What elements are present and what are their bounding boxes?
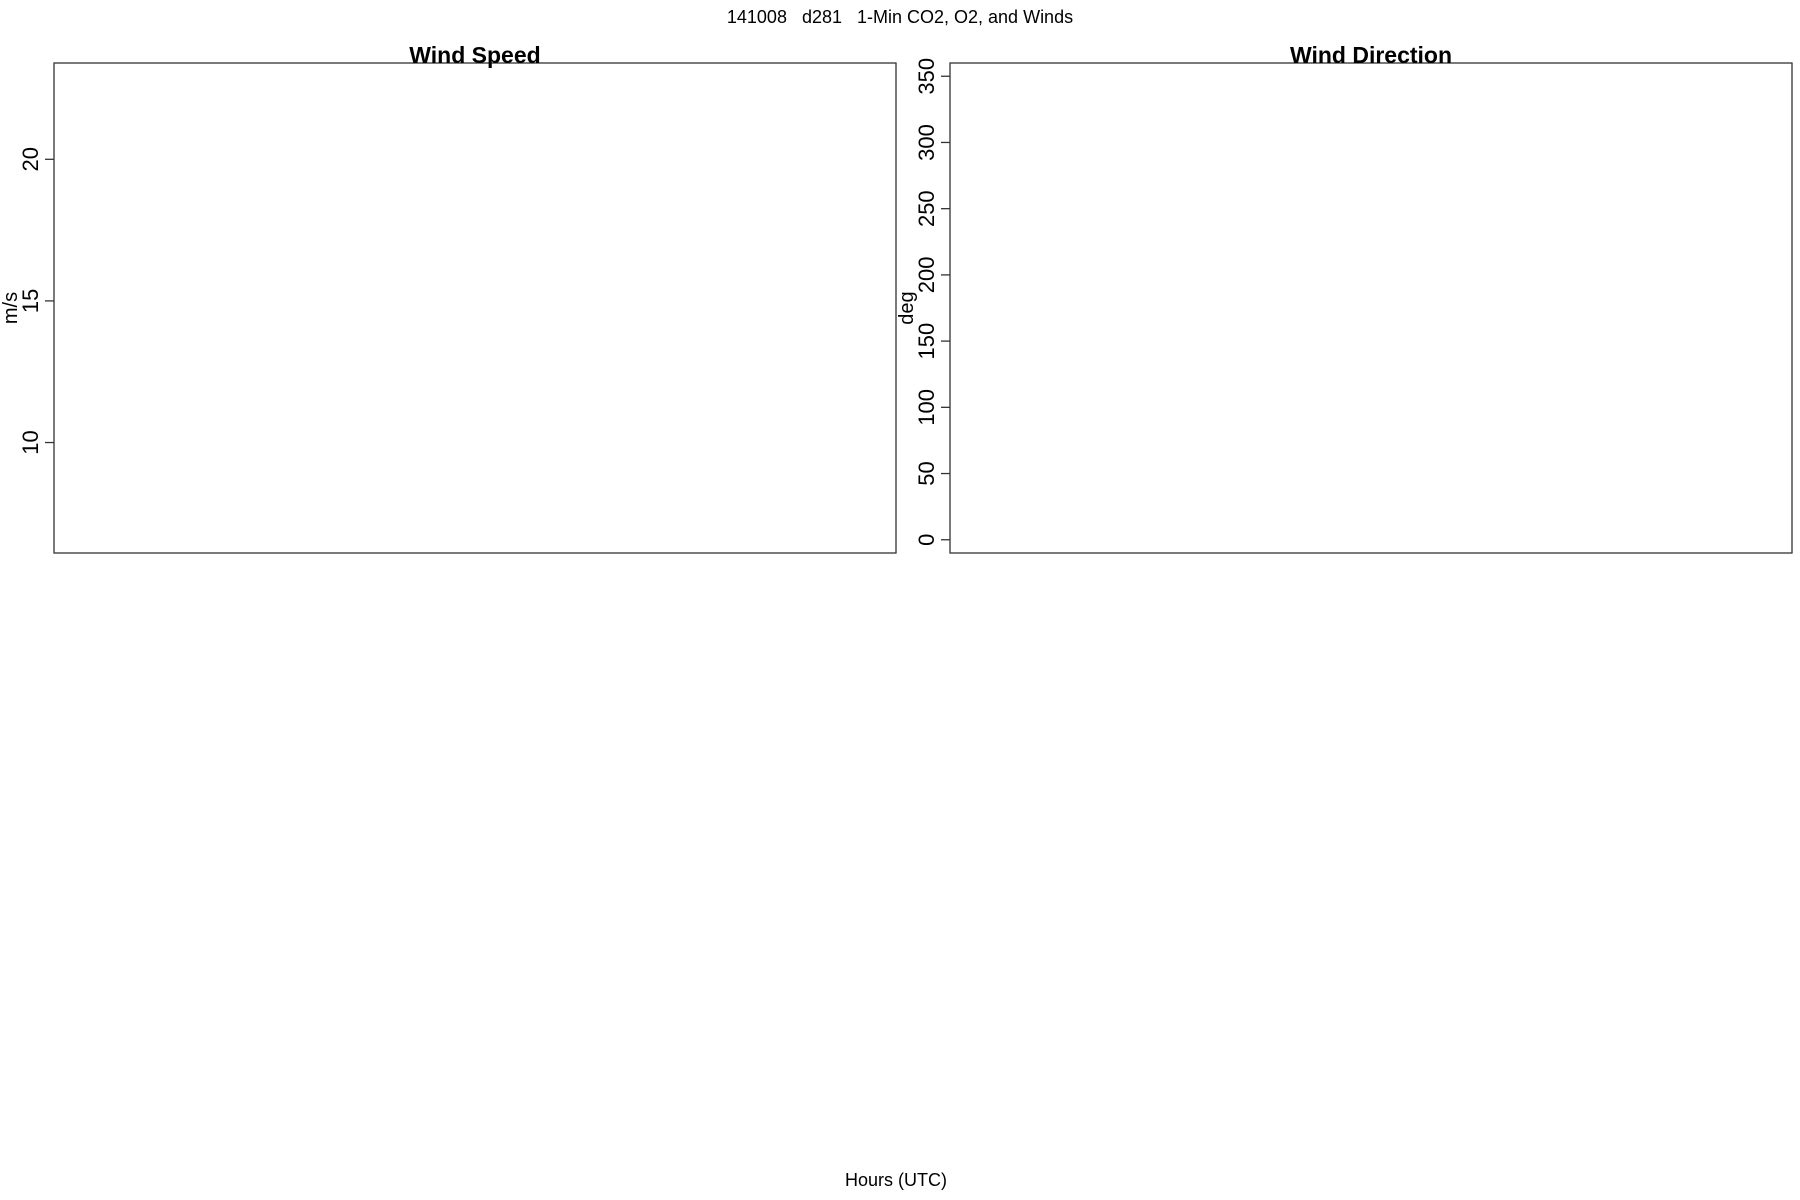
- wind-direction-yaxis: [914, 58, 950, 546]
- wind-direction-ytick-label: 250: [914, 190, 939, 228]
- wind-direction-ytick-label: 350: [914, 57, 939, 95]
- wind-direction-ylabel: deg: [896, 291, 918, 325]
- wind-speed-ytick-label: 10: [18, 430, 43, 455]
- wind-speed-yaxis: [18, 147, 54, 455]
- wind-speed-panel: [0, 42, 896, 553]
- wind-speed-plot-frame: [54, 63, 896, 553]
- wind-speed-ylabel: m/s: [0, 291, 22, 325]
- wind-direction-ytick-label: 300: [914, 124, 939, 161]
- wind-direction-panel: [896, 42, 1792, 553]
- wind-direction-ytick-label: 150: [914, 322, 939, 360]
- wind-speed-ytick-label: 20: [18, 147, 43, 172]
- wind-speed-title: Wind Speed: [409, 42, 541, 68]
- wind-direction-plot-frame: [950, 63, 1792, 553]
- wind-speed-ytick-label: 15: [18, 288, 43, 314]
- wind-direction-ytick-label: 0: [914, 533, 939, 546]
- wind-direction-ytick-label: 200: [914, 256, 939, 294]
- figure-title: 141008 d281 1-Min CO2, O2, and Winds: [726, 7, 1074, 27]
- wind-direction-ytick-label: 50: [914, 461, 939, 486]
- wind-direction-title: Wind Direction: [1289, 42, 1453, 68]
- wind-direction-ytick-label: 100: [914, 388, 939, 426]
- shared-x-axis-label: Hours (UTC): [845, 1170, 947, 1190]
